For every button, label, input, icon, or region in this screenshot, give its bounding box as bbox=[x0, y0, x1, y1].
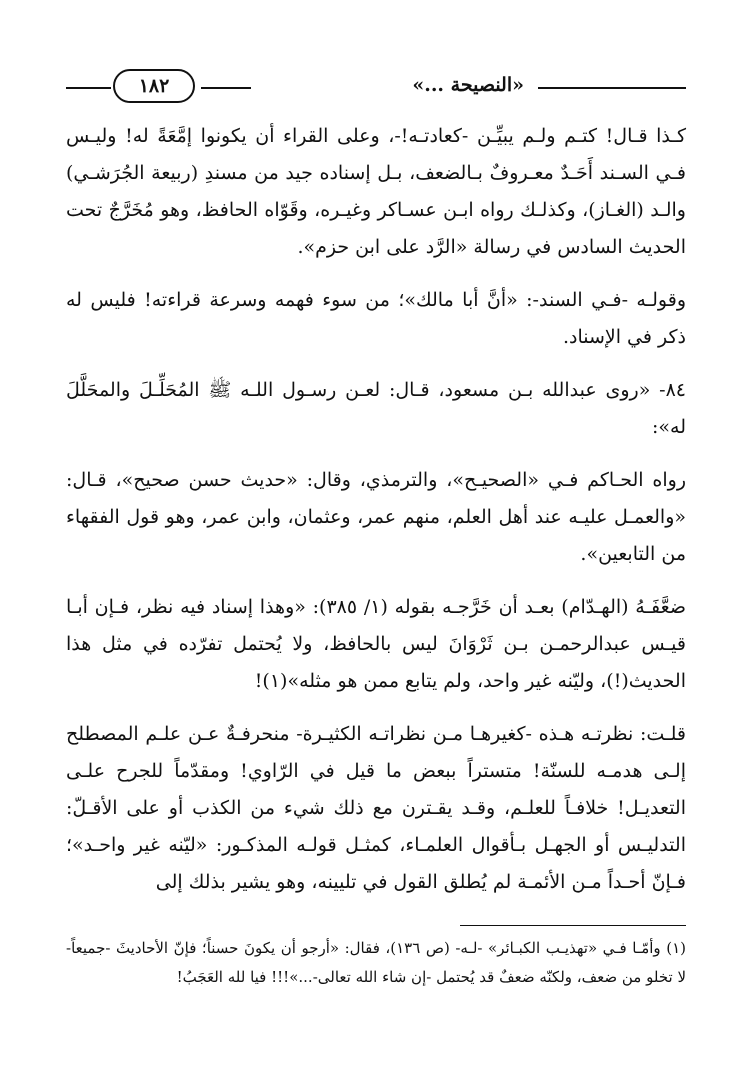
footnote bbox=[66, 934, 686, 992]
paragraph: كـذا قـال! كتـم ولـم يبيِّـن -كعادتـه!-، وعلى القراء أن يكونوا إمَّعَةً له! وليـس فـي السـند أَحَـدٌ معـروفٌ بـالضعف، بـل إسناده جيد من مسندِ (ربيعة الجُرَشـي) والـد (الغـاز)، وكذلـك رواه ابـن عسـاكر وغيـره، وقَوّاه الحافظ، وهو مُخَرَّجٌ تحت الحديث السادس في رسالة «الرَّد على ابن حزم». bbox=[66, 125, 686, 258]
footnote-separator bbox=[460, 925, 686, 926]
paragraph: ضعَّفَـهُ (الهـدّام) بعـد أن خَرَّجـه بقوله (١/ ٣٨٥): «وهذا إسناد فيه نظر، فـإن أبـا قيـس عبدالرحمـن بـن ثَرْوَانَ ليس بالحافظ، ولا يُحتمل تفرّده في مثل هذا الحديث(!)، وليّنه غير واحد، ولم يتابع ممن هو مثله»(١)! bbox=[66, 596, 686, 692]
main-text bbox=[66, 118, 686, 917]
paragraph: وقولـه -فـي السند-: «أنَّ أبا مالك»؛ من سوء فهمه وسرعة قراءته! فليس له ذكر في الإسناد. bbox=[66, 289, 686, 348]
header-rule-right bbox=[538, 87, 686, 89]
running-title: «النصيحة ...» bbox=[412, 74, 524, 96]
header-rule-left bbox=[66, 87, 111, 89]
paragraph: قلـت: نظرتـه هـذه -كغيرهـا مـن نظراتـه الكثيـرة- منحرفـةٌ عـن علـم المصطلح إلـى هدمـه للسنّة! متستراً ببعض ما قيل في الرّاوي! ومقدّماً للجرح علـى التعديـل! خلافـاً للعلـم، وقـد يقـترن مع ذلك شيء من الكذب أو على الأقـلّ: التدليـس أو الجهـل بـأقوال العلمـاء، كمثـل قولـه المذكـور: «ليّنه غير واحـد»؛ فـإنّ أحـداً مـن الأئمـة لم يُطلق القول في تليينه، وهو يشير بذلك إلى bbox=[66, 723, 686, 893]
header-rule-middle bbox=[201, 87, 251, 89]
page-number: ١٨٢ bbox=[138, 75, 170, 97]
page-number-badge bbox=[113, 69, 195, 103]
footnote-text: (١) وأمّـا فـي «تهذيـب الكبـائر» -لـه- (ص ١٣٦)، فقال: «أرجو أن يكونَ حسناً؛ فإنّ الأحاديثَ -جميعاً- لا تخلو من ضعف، ولكنّه ضعفٌ قد يُحتمل -إن شاء الله تعالى-...»!!! فيا لله العَجَبُ! bbox=[66, 939, 686, 986]
paragraph: رواه الحـاكم فـي «الصحيـح»، والترمذي، وقال: «حديث حسن صحيح»، قـال: «والعمـل عليـه عند أهل العلم، منهم عمر، وعثمان، وابن عمر، وهو قول الفقهاء من التابعين». bbox=[66, 469, 686, 565]
paragraph: ٨٤- «روى عبدالله بـن مسعود، قـال: لعـن رسـول اللـه ﷺ المُحَلِّـلَ والمحَلَّلَ له»: bbox=[66, 379, 686, 438]
page-header bbox=[66, 68, 686, 108]
